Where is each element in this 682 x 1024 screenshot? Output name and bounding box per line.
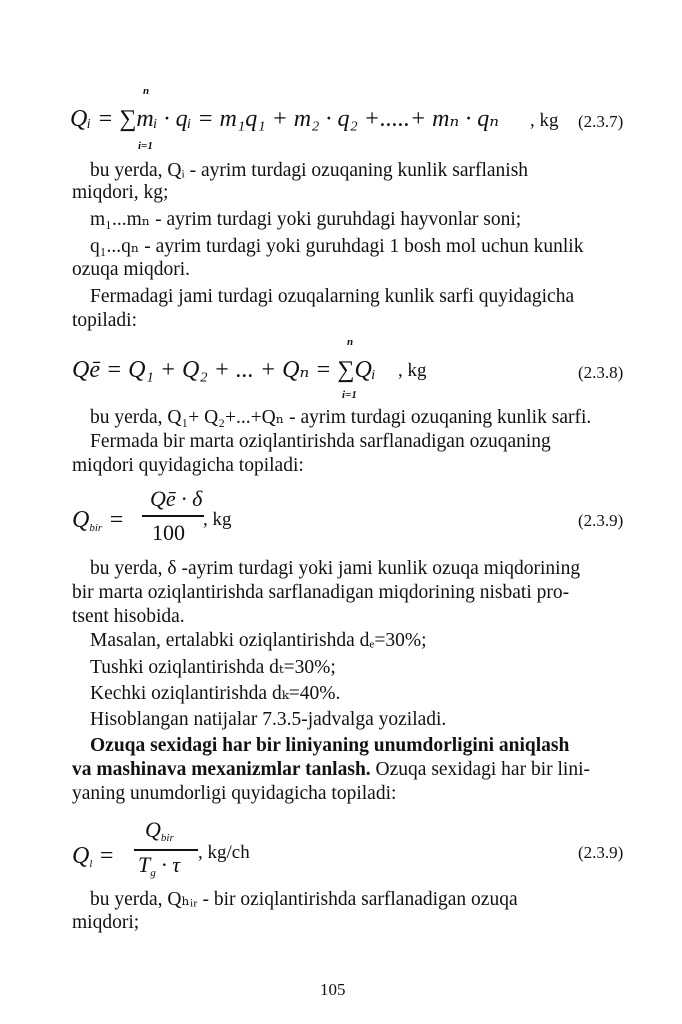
sum-lower-limit: i=1: [138, 140, 153, 152]
text-line: Fermadagi jami turdagi ozuqalarning kunlik sarfi quyidagicha: [90, 286, 575, 307]
fraction-bar: [142, 515, 204, 517]
fraction-numerator: Qē · δ: [150, 486, 203, 511]
fraction-bar: [134, 849, 198, 851]
equation-unit: , kg: [203, 509, 232, 530]
sum-upper-limit: n: [143, 85, 150, 97]
equation-unit: , kg: [530, 110, 559, 131]
text-line: yaning unumdorligi quyidagicha topiladi:: [72, 783, 397, 804]
equation-number: (2.3.7): [578, 112, 624, 131]
text-line: m₁...mₙ - ayrim turdagi yoki guruhdagi hayvonlar soni;: [90, 209, 522, 230]
text-line: Kechki oziqlantirishda dₖ=40%.: [90, 683, 341, 704]
equation-unit: , kg/ch: [198, 842, 250, 863]
text-line: topiladi:: [72, 310, 137, 331]
text-line: miqdori;: [72, 912, 140, 933]
text-line: miqdori, kg;: [72, 182, 169, 203]
text-line: [72, 759, 590, 781]
text-line: Masalan, ertalabki oziqlantirishda dₑ=30%;: [90, 630, 427, 651]
text-line: bu yerda, Q₁+ Q₂+...+Qₙ - ayrim turdagi ozuqaning kunlik sarfi.: [90, 407, 592, 428]
sum-lower-limit: i=1: [342, 389, 357, 401]
page-number: 105: [320, 980, 346, 999]
text-line: bu yerda, δ -ayrim turdagi yoki jami kunlik ozuqa miqdorining: [90, 558, 581, 579]
text-line: bir marta oziqlantirishda sarflanadigan miqdorining nisbati pro-: [72, 582, 570, 603]
text-line: tsent hisobida.: [72, 606, 185, 627]
text-line: ozuqa miqdori.: [72, 259, 191, 280]
equation-lhs: $Q_{bir}$ =: [72, 507, 125, 534]
equation-number: (2.3.9): [578, 511, 624, 530]
equation-lhs: $Q_l$ =: [72, 843, 115, 870]
sum-upper-limit: n: [347, 336, 354, 348]
fraction-denominator: $T_g \cdot \tau$: [138, 852, 181, 879]
section-heading-continued: va mashinava mexanizmlar tanlash.: [72, 759, 371, 780]
equation-unit: , kg: [398, 360, 427, 381]
text-line: miqdori quyidagicha topiladi:: [72, 455, 304, 476]
text-line: bu yerda, Qᵢ - ayrim turdagi ozuqaning kunlik sarflanish: [90, 160, 529, 181]
text-line: Fermada bir marta oziqlantirishda sarflanadigan ozuqaning: [90, 431, 551, 452]
equation-number: (2.3.8): [578, 363, 624, 382]
equation-number: (2.3.9): [578, 843, 624, 862]
section-heading: Ozuqa sexidagi har bir liniyaning unumdorligini aniqlash: [90, 735, 570, 756]
equation-expression: Qᵢ = ∑mᵢ · qᵢ = m₁q₁ + m₂ · q₂ +.....+ mₙ · qₙ: [70, 106, 499, 132]
text-line: bu yerda, Qₕᵢᵣ - bir oziqlantirishda sarflanadigan ozuqa: [90, 889, 518, 910]
text-line: Hisoblangan natijalar 7.3.5-jadvalga yoziladi.: [90, 709, 447, 730]
text-line: Tushki oziqlantirishda dₜ=30%;: [90, 657, 336, 678]
text-run: Ozuqa sexidagi har bir lini-: [370, 759, 590, 780]
equation-expression: Qē = Q₁ + Q₂ + ... + Qₙ = ∑Qᵢ: [72, 357, 376, 383]
text-line: q₁...qₙ - ayrim turdagi yoki guruhdagi 1 bosh mol uchun kunlik: [90, 236, 584, 257]
fraction-denominator: 100: [152, 520, 185, 545]
fraction-numerator: $Q_{bir}$: [145, 817, 174, 844]
